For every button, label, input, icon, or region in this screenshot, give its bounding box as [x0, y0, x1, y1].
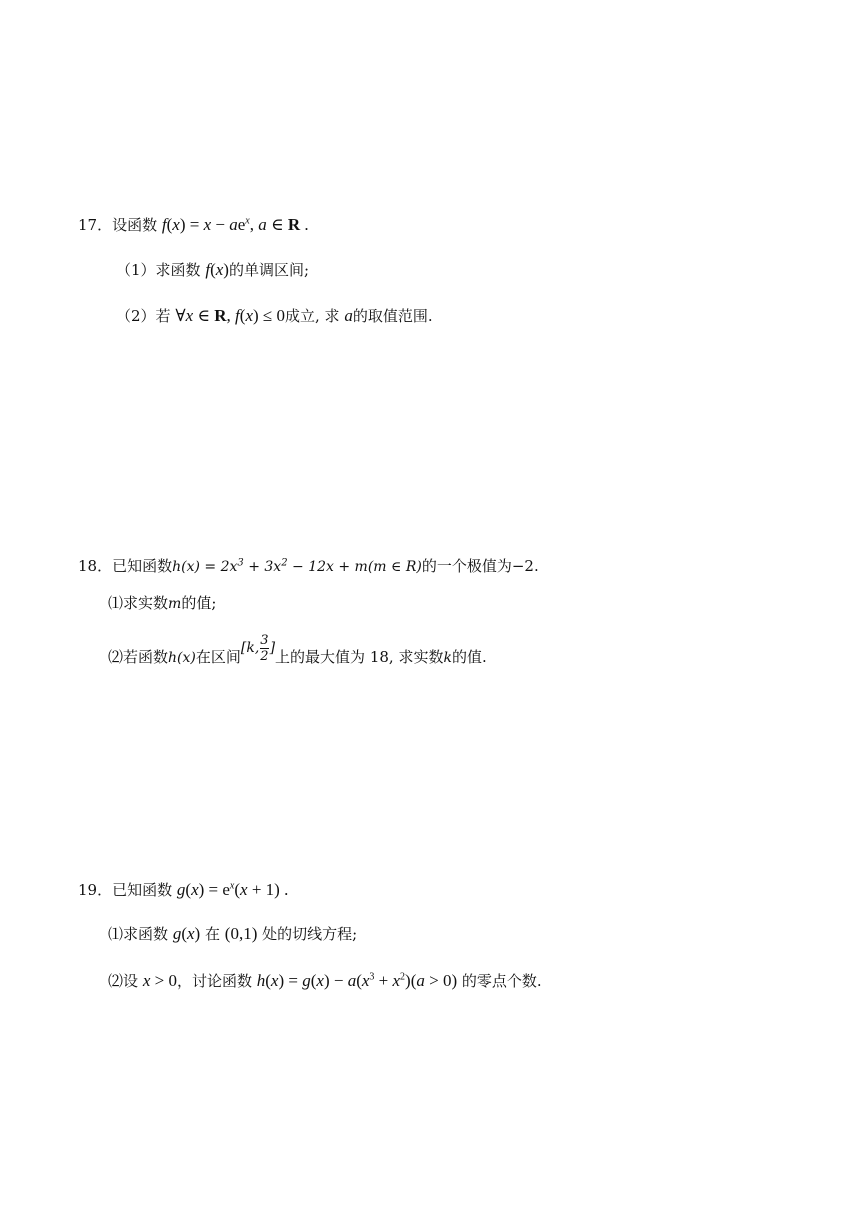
formula-x-positive: x > 0	[142, 971, 177, 990]
formula-hx: h(x)	[168, 650, 196, 666]
part-label: ⑴	[108, 925, 124, 943]
part-text: 处的切线方程;	[262, 925, 358, 943]
formula-f: $f(x) = x - ae^x$, a ∈ R .	[161, 215, 309, 234]
part-text: 求函数	[155, 261, 201, 279]
problem-intro: 已知函数	[112, 881, 173, 899]
problem-number: 17．	[78, 216, 113, 234]
problem-19-statement	[78, 879, 288, 901]
formula-gx: g(x)	[172, 924, 201, 943]
formula-h: $h(x) = 2x^3 + 3x^2 - 12x + m(m$ ∈ R)	[172, 557, 422, 575]
part-text: 的取值范围.	[352, 307, 433, 325]
problem-end-value: −2.	[511, 557, 539, 575]
problem-after: 的一个极值为	[421, 557, 512, 575]
part-text: 求实数	[123, 594, 169, 612]
problem-17-statement	[78, 214, 309, 236]
problem-17-part-2	[116, 305, 433, 327]
part-text: 在	[204, 925, 220, 943]
problem-19-part-1	[108, 923, 357, 945]
part-text: ，讨论函数	[176, 972, 252, 990]
part-label: （1）	[116, 261, 156, 279]
part-label: （2）	[116, 307, 156, 325]
part-text: 设	[123, 972, 139, 990]
problem-intro: 已知函数	[112, 557, 173, 575]
formula-point: (0,1)	[224, 924, 258, 943]
formula-k: k	[443, 650, 452, 666]
part-label: ⑵	[108, 648, 124, 666]
problem-18-part-1	[108, 592, 216, 615]
part-text: 的零点个数.	[461, 972, 542, 990]
part-text: 在区间	[195, 648, 241, 666]
problem-18-part-2	[108, 632, 487, 678]
formula-g: $g(x) = e^x(x + 1)$ .	[176, 880, 289, 899]
part-text: 若	[155, 307, 171, 325]
formula-fx: f(x)	[205, 260, 229, 279]
part-text: 求函数	[123, 925, 169, 943]
problem-17-part-1	[116, 259, 309, 281]
problem-18-statement	[78, 555, 539, 578]
part-text: 上的最大值为 18, 求实数	[275, 648, 444, 666]
part-label: ⑴	[108, 594, 124, 612]
part-text: 的单调区间;	[228, 261, 310, 279]
formula-interval: [k, $\frac{3}{2}$ ]	[240, 632, 276, 664]
problem-19-part-2	[108, 970, 542, 992]
part-text: 的值.	[451, 648, 487, 666]
part-text: 成立, 求	[284, 307, 340, 325]
problem-number: 18．	[78, 557, 113, 575]
formula-h2: $h(x) = g(x) - a(x^3 + x^2)(a > 0)$	[256, 971, 458, 990]
formula-condition: ∀x ∈ R, f(x) ≤ 0	[175, 306, 285, 325]
part-label: ⑵	[108, 972, 124, 990]
problem-number: 19．	[78, 881, 113, 899]
formula-m: m	[168, 596, 182, 612]
part-text: 若函数	[123, 648, 169, 666]
part-text: 的值;	[181, 594, 217, 612]
formula-a: a	[344, 306, 353, 325]
problem-intro: 设函数	[112, 216, 158, 234]
